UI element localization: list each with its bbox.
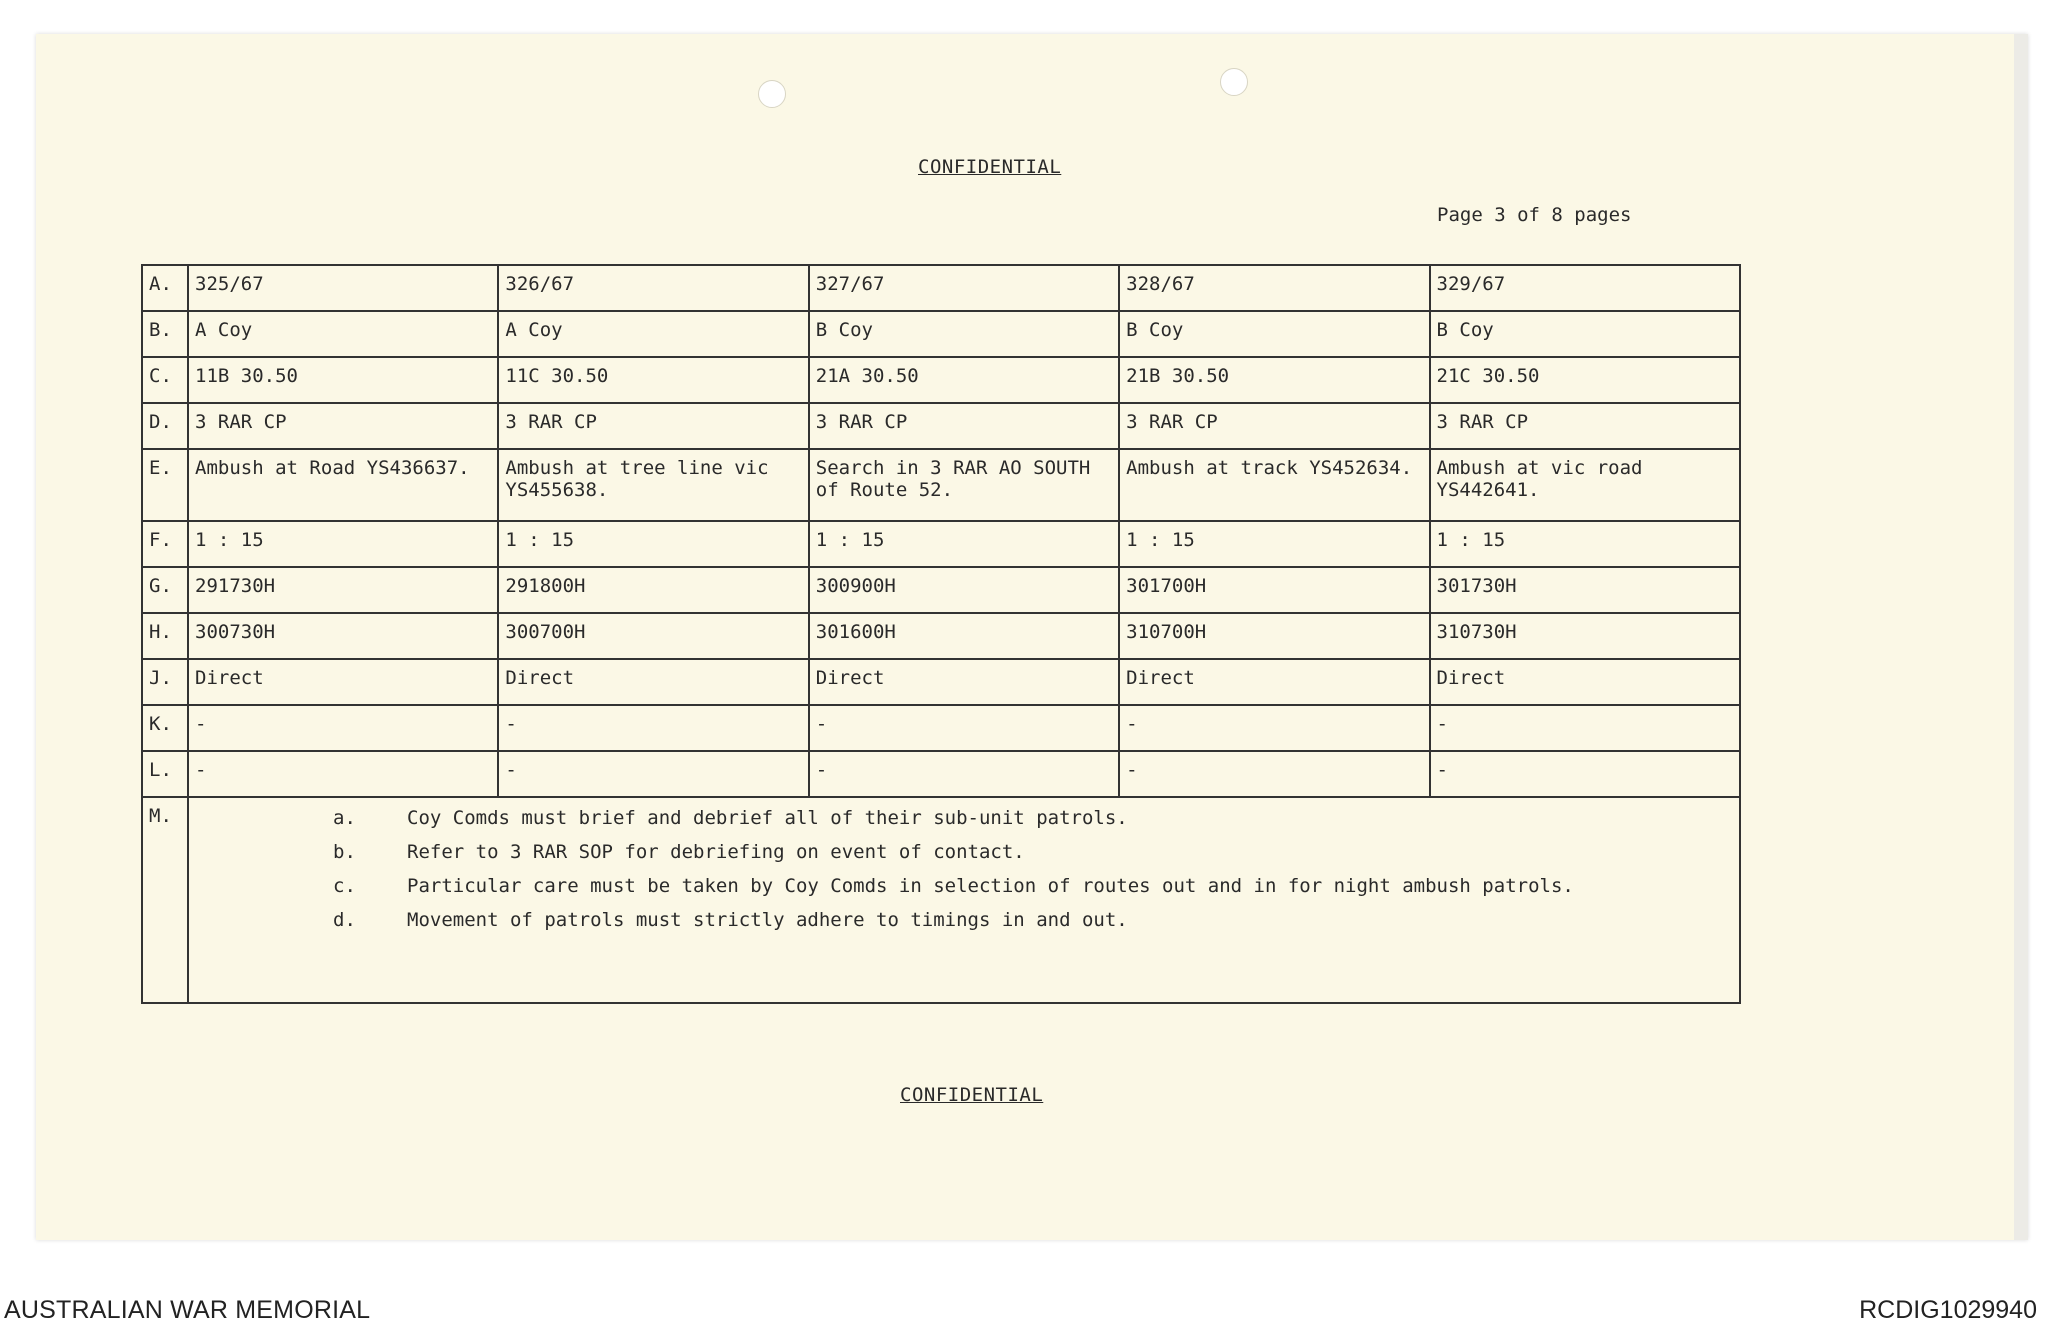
table-row	[142, 705, 1740, 751]
note-text: Movement of patrols must strictly adhere to timings in and out.	[407, 909, 1128, 931]
punch-hole	[1220, 68, 1248, 96]
table-cell: 300900H	[809, 567, 1119, 613]
table-cell: 11B 30.50	[188, 357, 498, 403]
table-row	[142, 311, 1740, 357]
table-cell: 1 : 15	[188, 521, 498, 567]
table-cell: B Coy	[809, 311, 1119, 357]
table-cell: 300730H	[188, 613, 498, 659]
list-item	[333, 808, 1733, 842]
row-label: K.	[142, 705, 188, 751]
table-cell: Ambush at Road YS436637.	[188, 449, 498, 521]
table-cell: Direct	[498, 659, 808, 705]
note-label: b.	[333, 841, 356, 863]
table-cell: -	[498, 751, 808, 797]
note-label: d.	[333, 909, 356, 931]
row-label: H.	[142, 613, 188, 659]
patrol-table	[141, 264, 1741, 1004]
table-row	[142, 403, 1740, 449]
row-label: B.	[142, 311, 188, 357]
table-cell: 11C 30.50	[498, 357, 808, 403]
row-label: J.	[142, 659, 188, 705]
row-label: A.	[142, 265, 188, 311]
table-cell: 3 RAR CP	[188, 403, 498, 449]
table-row	[142, 567, 1740, 613]
table-cell: 327/67	[809, 265, 1119, 311]
header-classification: CONFIDENTIAL	[918, 156, 1062, 178]
table-cell: 326/67	[498, 265, 808, 311]
table-cell: 325/67	[188, 265, 498, 311]
table-cell: 3 RAR CP	[498, 403, 808, 449]
page-indicator: Page 3 of 8 pages	[1437, 204, 1632, 226]
table-cell: Search in 3 RAR AO SOUTH of Route 52.	[809, 449, 1119, 521]
table-cell: Direct	[809, 659, 1119, 705]
table-cell: 301730H	[1430, 567, 1740, 613]
archive-institution: AUSTRALIAN WAR MEMORIAL	[4, 1296, 371, 1324]
table-cell: 1 : 15	[809, 521, 1119, 567]
table-cell: -	[188, 751, 498, 797]
table-cell: 329/67	[1430, 265, 1740, 311]
table-cell: 300700H	[498, 613, 808, 659]
table-cell: -	[809, 751, 1119, 797]
table-cell: 3 RAR CP	[1430, 403, 1740, 449]
notes-cell	[188, 797, 1740, 1003]
footer-classification: CONFIDENTIAL	[900, 1084, 1044, 1106]
table-cell: -	[809, 705, 1119, 751]
table-cell: Ambush at tree line vic YS455638.	[498, 449, 808, 521]
table-cell: 301600H	[809, 613, 1119, 659]
notes-list	[195, 808, 1733, 944]
table-cell: Direct	[188, 659, 498, 705]
table-cell: 21B 30.50	[1119, 357, 1429, 403]
table-row	[142, 357, 1740, 403]
row-label: G.	[142, 567, 188, 613]
row-label: D.	[142, 403, 188, 449]
row-label: M.	[142, 797, 188, 1003]
table-row	[142, 797, 1740, 1003]
row-label: E.	[142, 449, 188, 521]
note-label: a.	[333, 807, 356, 829]
list-item	[333, 910, 1733, 944]
table-cell: 310730H	[1430, 613, 1740, 659]
table-row	[142, 751, 1740, 797]
table-row	[142, 521, 1740, 567]
table-cell: 3 RAR CP	[1119, 403, 1429, 449]
table-row	[142, 265, 1740, 311]
table-cell: Ambush at vic road YS442641.	[1430, 449, 1740, 521]
note-text: Coy Comds must brief and debrief all of their sub-unit patrols.	[407, 807, 1128, 829]
table-cell: 301700H	[1119, 567, 1429, 613]
table-cell: 21C 30.50	[1430, 357, 1740, 403]
table-cell: 21A 30.50	[809, 357, 1119, 403]
table-cell: -	[1430, 751, 1740, 797]
table-cell: -	[498, 705, 808, 751]
table-cell: -	[1119, 751, 1429, 797]
table-cell: -	[1119, 705, 1429, 751]
table-row	[142, 449, 1740, 521]
table-cell: B Coy	[1430, 311, 1740, 357]
table-cell: 1 : 15	[498, 521, 808, 567]
list-item	[333, 842, 1733, 876]
table-cell: 3 RAR CP	[809, 403, 1119, 449]
table-cell: A Coy	[498, 311, 808, 357]
table-cell: -	[1430, 705, 1740, 751]
table-row	[142, 613, 1740, 659]
punch-hole	[758, 80, 786, 108]
table-cell: 328/67	[1119, 265, 1429, 311]
table-cell: -	[188, 705, 498, 751]
table-cell: 1 : 15	[1430, 521, 1740, 567]
row-label: F.	[142, 521, 188, 567]
table-cell: Ambush at track YS452634.	[1119, 449, 1429, 521]
table-cell: A Coy	[188, 311, 498, 357]
table-cell: Direct	[1430, 659, 1740, 705]
table-cell: 291800H	[498, 567, 808, 613]
note-text: Refer to 3 RAR SOP for debriefing on event of contact.	[407, 841, 1025, 863]
archive-catalogue-id: RCDIG1029940	[1859, 1296, 2037, 1324]
note-label: c.	[333, 875, 356, 897]
table-cell: 310700H	[1119, 613, 1429, 659]
table-cell: Direct	[1119, 659, 1429, 705]
table-row	[142, 659, 1740, 705]
row-label: C.	[142, 357, 188, 403]
row-label: L.	[142, 751, 188, 797]
note-text: Particular care must be taken by Coy Comds in selection of routes out and in for night ambush patrols.	[407, 875, 1574, 897]
list-item	[333, 876, 1733, 910]
table-cell: B Coy	[1119, 311, 1429, 357]
table-cell: 1 : 15	[1119, 521, 1429, 567]
table-cell: 291730H	[188, 567, 498, 613]
